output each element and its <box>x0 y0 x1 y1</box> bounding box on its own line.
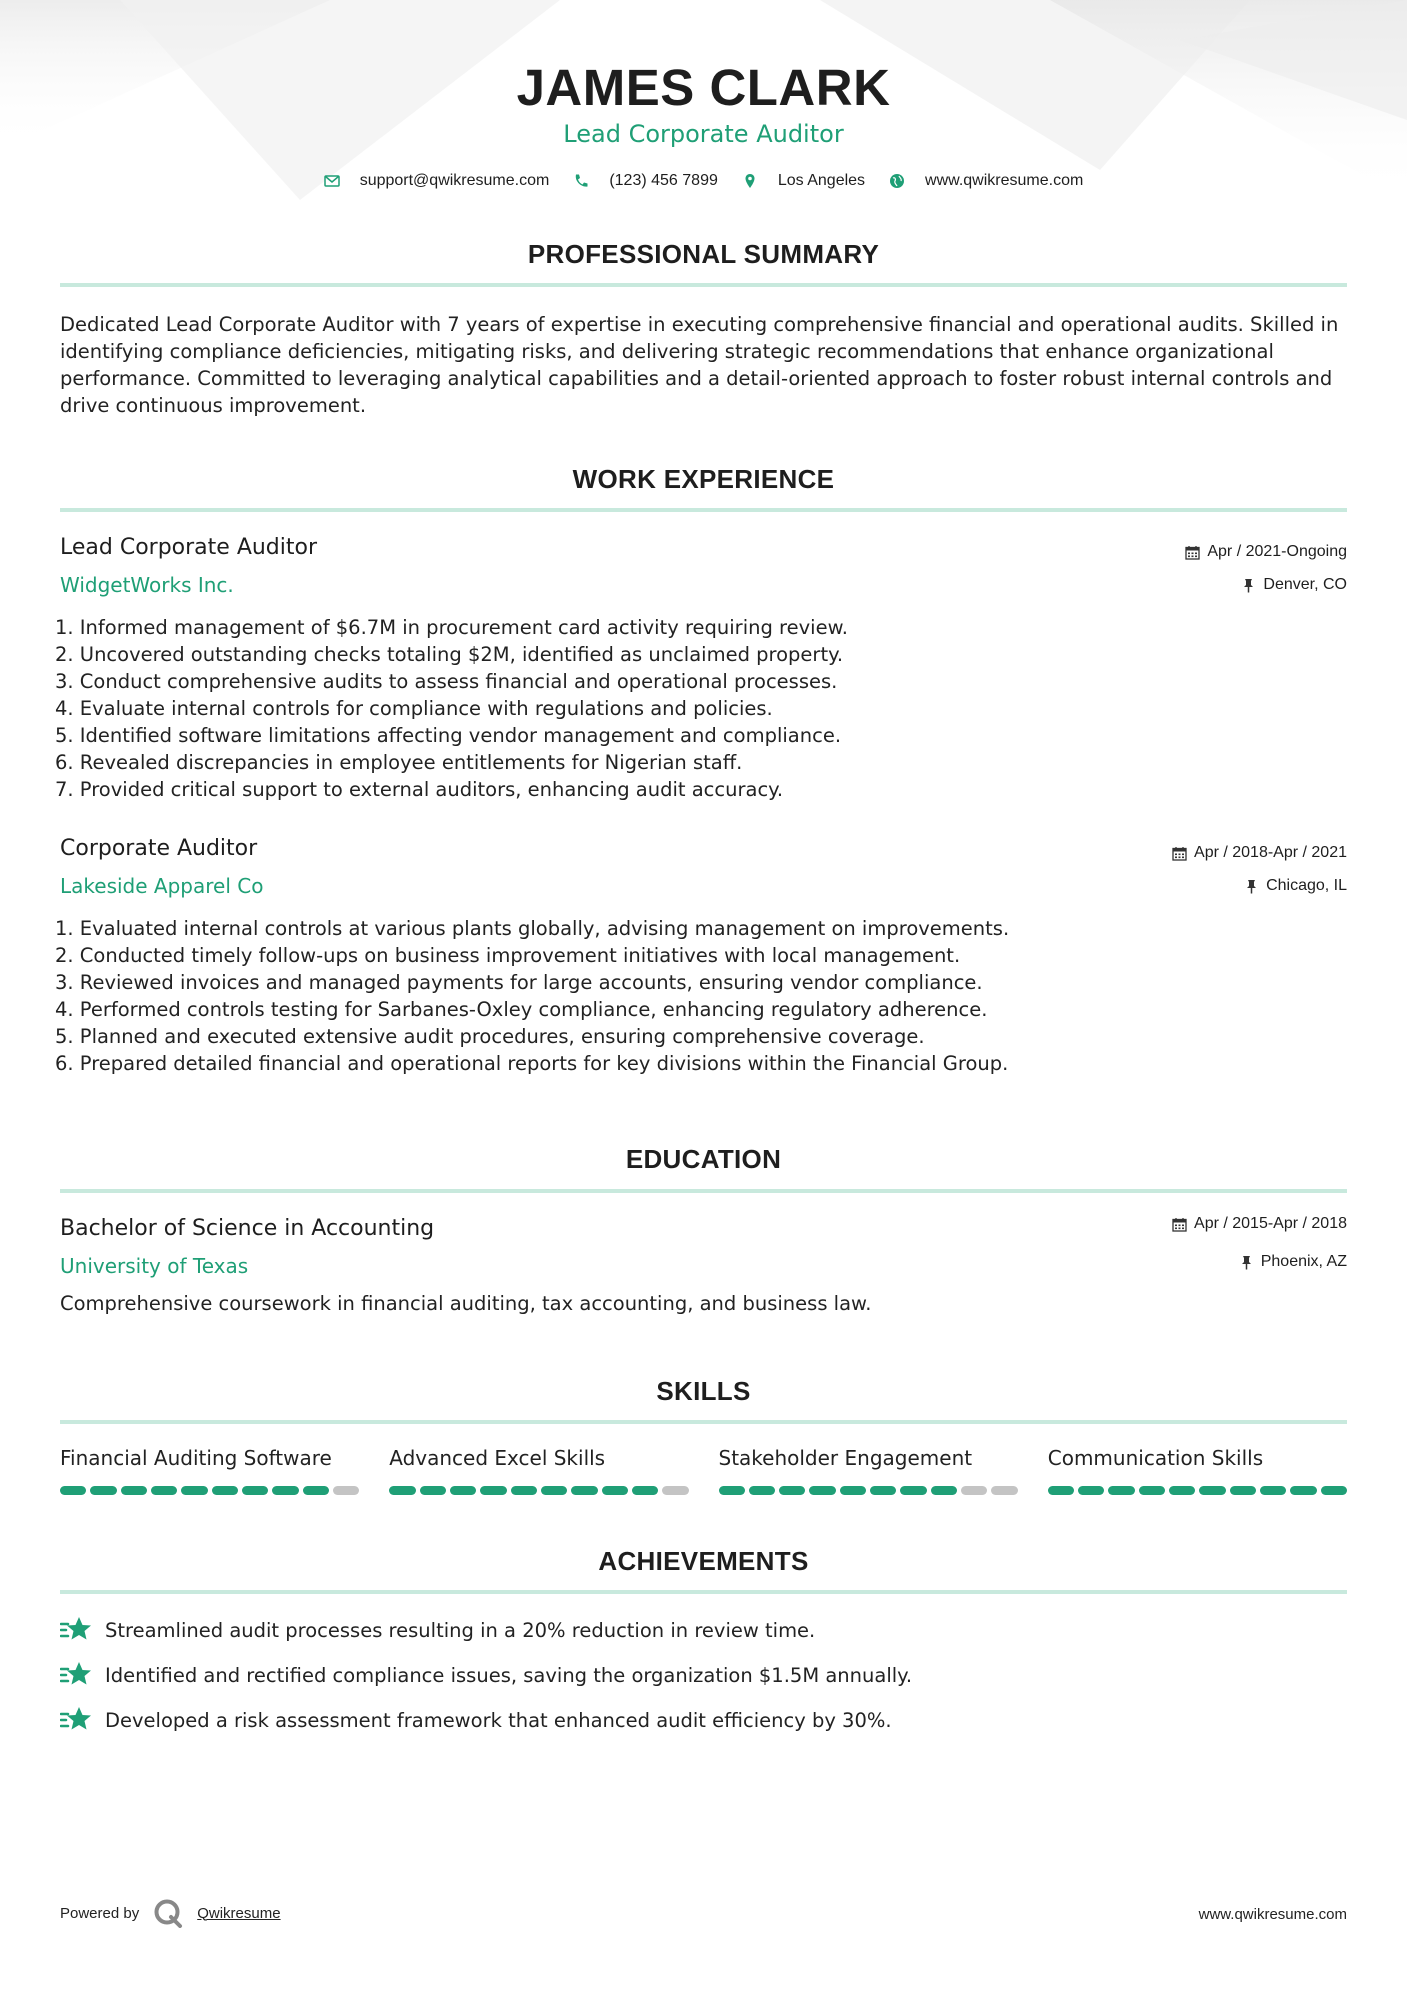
rating-segment-filled <box>1108 1486 1134 1495</box>
job-bullets <box>55 915 1255 1077</box>
rating-segment-filled <box>389 1486 415 1495</box>
section-title-experience: WORK EXPERIENCE <box>572 464 835 494</box>
powered-by-label: Powered by <box>60 1904 140 1922</box>
rating-segment-filled <box>1321 1486 1347 1495</box>
list-item: 7. Provided critical support to external auditors, enhancing audit accuracy. <box>55 778 784 801</box>
rating-segment-filled <box>450 1486 476 1495</box>
skills-list <box>60 1446 1347 1495</box>
list-item: 1. Informed management of $6.7M in procurement card activity requiring review. <box>55 616 848 639</box>
rating-segment-filled <box>60 1486 86 1495</box>
rating-segment-filled <box>1290 1486 1316 1495</box>
achievement-item: Identified and rectified compliance issues, saving the organization $1.5M annually. <box>60 1661 912 1689</box>
rating-segment-filled <box>511 1486 537 1495</box>
job-date: Apr / 2018-Apr / 2021 <box>1172 844 1347 862</box>
rating-segment-filled <box>1048 1486 1074 1495</box>
skill-rating-bar <box>719 1486 1018 1495</box>
rating-segment-filled <box>779 1486 805 1495</box>
rating-segment-filled <box>212 1486 238 1495</box>
list-item: 5. Planned and executed extensive audit procedures, ensuring comprehensive coverage. <box>55 1025 925 1048</box>
rating-segment-filled <box>303 1486 329 1495</box>
job-date: Apr / 2021-Ongoing <box>1185 543 1347 561</box>
rating-segment-filled <box>1199 1486 1225 1495</box>
skill-rating-bar <box>1048 1486 1347 1495</box>
rating-segment-filled <box>632 1486 658 1495</box>
job-title: Corporate Auditor <box>60 836 258 861</box>
skill-rating-bar <box>389 1486 688 1495</box>
list-item: 4. Evaluate internal controls for compliance with regulations and policies. <box>55 697 773 720</box>
footer-branding <box>60 1898 281 1928</box>
rating-segment-filled <box>151 1486 177 1495</box>
section-title-skills: SKILLS <box>656 1376 751 1406</box>
contact-email[interactable]: support@qwikresume.com <box>324 172 550 190</box>
list-item: 1. Evaluated internal controls at various plants globally, advising management on improvements. <box>55 917 1010 940</box>
star-icon <box>60 1706 92 1734</box>
skill-item <box>1048 1446 1347 1495</box>
star-icon <box>60 1616 92 1644</box>
pushpin-icon <box>1239 1255 1254 1270</box>
skill-name: Stakeholder Engagement <box>718 1446 973 1470</box>
phone-icon <box>573 173 589 189</box>
skill-name: Communication Skills <box>1047 1446 1264 1470</box>
list-item: 3. Reviewed invoices and managed payments for large accounts, ensuring vendor compliance. <box>55 971 983 994</box>
rating-segment-filled <box>840 1486 866 1495</box>
section-title-education: EDUCATION <box>625 1144 782 1174</box>
rating-segment-filled <box>1078 1486 1104 1495</box>
company-name: WidgetWorks Inc. <box>60 573 234 597</box>
rating-segment-filled <box>1260 1486 1286 1495</box>
rating-segment-filled <box>121 1486 147 1495</box>
job-bullets <box>55 614 1255 803</box>
rating-segment-filled <box>900 1486 926 1495</box>
candidate-role: Lead Corporate Auditor <box>563 120 844 148</box>
section-divider <box>60 1420 1347 1424</box>
rating-segment-filled <box>749 1486 775 1495</box>
contact-location: Los Angeles <box>742 172 865 190</box>
job-title: Lead Corporate Auditor <box>60 535 318 560</box>
rating-segment-filled <box>541 1486 567 1495</box>
footer-website[interactable]: www.qwikresume.com <box>1198 1906 1347 1923</box>
calendar-icon <box>1172 846 1187 861</box>
section-divider <box>60 1189 1347 1193</box>
list-item: 6. Revealed discrepancies in employee entitlements for Nigerian staff. <box>55 751 743 774</box>
section-divider <box>60 1590 1347 1594</box>
pushpin-icon <box>1244 879 1259 894</box>
company-name: Lakeside Apparel Co <box>60 874 264 898</box>
globe-icon <box>889 173 905 189</box>
degree-title: Bachelor of Science in Accounting <box>60 1216 435 1241</box>
skill-name: Advanced Excel Skills <box>389 1446 606 1470</box>
map-pin-icon <box>742 173 758 189</box>
rating-segment-filled <box>602 1486 628 1495</box>
brand-link[interactable]: Qwikresume <box>197 1904 281 1922</box>
contact-phone[interactable]: (123) 456 7899 <box>573 172 718 190</box>
rating-segment-filled <box>272 1486 298 1495</box>
list-item: 6. Prepared detailed financial and operational reports for key divisions within the Financial Group. <box>55 1052 1009 1075</box>
rating-segment-filled <box>90 1486 116 1495</box>
education-location: Phoenix, AZ <box>1239 1253 1347 1271</box>
list-item: 5. Identified software limitations affecting vendor management and compliance. <box>55 724 842 747</box>
school-name: University of Texas <box>60 1254 249 1278</box>
rating-segment-filled <box>719 1486 745 1495</box>
rating-segment-filled <box>181 1486 207 1495</box>
rating-segment-empty <box>662 1486 688 1495</box>
skill-rating-bar <box>60 1486 359 1495</box>
achievement-item: Developed a risk assessment framework that enhanced audit efficiency by 30%. <box>60 1706 892 1734</box>
rating-segment-filled <box>1169 1486 1195 1495</box>
rating-segment-filled <box>1139 1486 1165 1495</box>
education-description: Comprehensive coursework in financial auditing, tax accounting, and business law. <box>60 1292 872 1315</box>
section-title-summary: PROFESSIONAL SUMMARY <box>527 239 880 269</box>
rating-segment-filled <box>931 1486 957 1495</box>
section-divider <box>60 283 1347 287</box>
skill-item <box>389 1446 688 1495</box>
rating-segment-filled <box>571 1486 597 1495</box>
job-location: Chicago, IL <box>1244 877 1347 895</box>
rating-segment-filled <box>420 1486 446 1495</box>
education-date: Apr / 2015-Apr / 2018 <box>1172 1215 1347 1233</box>
qwikresume-logo-icon <box>153 1898 183 1928</box>
envelope-icon <box>324 173 340 189</box>
skill-item <box>60 1446 359 1495</box>
list-item: 4. Performed controls testing for Sarbanes-Oxley compliance, enhancing regulatory adherence. <box>55 998 988 1021</box>
skill-name: Financial Auditing Software <box>60 1446 332 1470</box>
section-title-achievements: ACHIEVEMENTS <box>598 1546 809 1576</box>
job-location: Denver, CO <box>1241 576 1347 594</box>
contact-website[interactable]: www.qwikresume.com <box>889 172 1083 190</box>
rating-segment-empty <box>333 1486 359 1495</box>
rating-segment-filled <box>870 1486 896 1495</box>
section-divider <box>60 508 1347 512</box>
list-item: 2. Uncovered outstanding checks totaling $2M, identified as unclaimed property. <box>55 643 844 666</box>
achievement-item: Streamlined audit processes resulting in a 20% reduction in review time. <box>60 1616 815 1644</box>
star-icon <box>60 1661 92 1689</box>
skill-item <box>719 1446 1018 1495</box>
pushpin-icon <box>1241 578 1256 593</box>
rating-segment-empty <box>991 1486 1017 1495</box>
calendar-icon <box>1185 545 1200 560</box>
list-item: 3. Conduct comprehensive audits to assess financial and operational processes. <box>55 670 838 693</box>
contact-bar <box>0 172 1407 190</box>
rating-segment-filled <box>809 1486 835 1495</box>
rating-segment-filled <box>1230 1486 1256 1495</box>
rating-segment-empty <box>961 1486 987 1495</box>
calendar-icon <box>1172 1217 1187 1232</box>
candidate-name: JAMES CLARK <box>516 59 891 116</box>
summary-text: Dedicated Lead Corporate Auditor with 7 years of expertise in executing comprehensive financial and operational audits. Skilled in identifying compliance deficiencies, mitigating risks, and delivering strategic recommendations that enhance organizational performance. Committed to leveraging analytical capabilities and a detail-oriented approach to foster robust internal controls and drive continuous improvement. <box>60 313 1339 417</box>
rating-segment-filled <box>242 1486 268 1495</box>
rating-segment-filled <box>480 1486 506 1495</box>
list-item: 2. Conducted timely follow-ups on business improvement initiatives with local management. <box>55 944 961 967</box>
